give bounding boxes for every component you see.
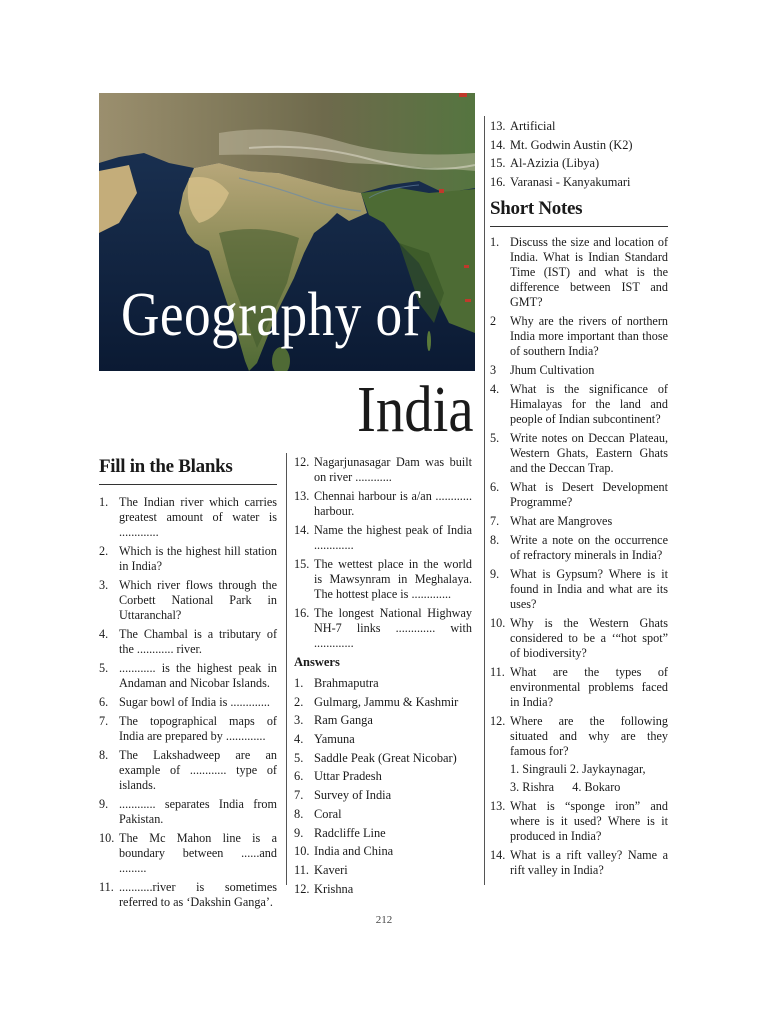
short-note-item-text: What are the types of environmental problems faced in India?: [510, 665, 668, 710]
fill-blank-item: [99, 544, 277, 574]
answer-item-text: Varanasi - Kanyakumari: [510, 175, 631, 190]
fill-blank-item: [99, 578, 277, 623]
fill-blank-item-number: 11.: [99, 880, 114, 894]
answer-item: [294, 863, 472, 878]
answer-item-number: 3.: [294, 713, 304, 728]
answer-item-number: 11.: [294, 862, 310, 877]
answers-column: [294, 455, 472, 900]
fill-blank-item: [99, 495, 277, 540]
short-note-item-text: What are Mangroves: [510, 514, 613, 529]
short-note-item-text: Write notes on Deccan Plateau, Western Ghats, Eastern Ghats and the Deccan Trap.: [510, 431, 668, 476]
note-12-subitems-line2: 3. Rishra 4. Bokaro: [510, 780, 621, 795]
short-note-item-number: 2: [490, 314, 497, 329]
answer-item-text: Yamuna: [314, 732, 355, 747]
short-note-item-text: Write a note on the occurrence of refractory minerals in India?: [510, 533, 668, 563]
fill-blank-item-number: 14.: [294, 523, 310, 537]
short-notes-column: [490, 119, 668, 882]
short-note-item-text: What is the significance of Himalayas for the land and people of Indian subcontinent?: [510, 382, 668, 427]
answer-item-number: 8.: [294, 806, 304, 821]
fill-blank-item-number: 7.: [99, 714, 109, 728]
fill-blank-item-number: 5.: [99, 661, 109, 675]
short-note-item-number: 8.: [490, 533, 500, 548]
fill-blank-item: [99, 831, 277, 876]
short-note-item-number: 6.: [490, 480, 500, 495]
fill-blank-item-number: 15.: [294, 557, 310, 571]
fill-blank-item: [294, 489, 472, 519]
fill-blanks-column: [99, 456, 277, 914]
answer-item-number: 7.: [294, 788, 304, 803]
fill-blank-item-text: ............ separates India from Pakistan.: [119, 797, 277, 826]
short-note-item-number: 11.: [490, 665, 505, 680]
answer-item-number: 12.: [294, 881, 310, 896]
fill-blank-item: [99, 880, 277, 910]
fill-blank-item-number: 10.: [99, 831, 115, 845]
short-note-item: [490, 616, 668, 661]
short-note-item-text: Discuss the size and location of India. What is Indian Standard Time (IST) and what is the difference between IST and GMT?: [510, 235, 668, 310]
note-12-subitems-line1: 1. Singrauli 2. Jaykaynagar,: [510, 762, 646, 777]
fill-blanks-heading: Fill in the Blanks: [99, 456, 233, 477]
answer-item: [294, 826, 472, 841]
answer-item-text: Coral: [314, 806, 342, 821]
short-note-item-text: Why are the rivers of northern India more important than those of southern India?: [510, 314, 668, 359]
short-note-item: [490, 314, 668, 359]
fill-blank-item-number: 6.: [99, 695, 109, 709]
answer-item-number: 16.: [490, 175, 506, 190]
answer-item-text: Uttar Pradesh: [314, 769, 382, 784]
short-note-item-text: Jhum Cultivation: [510, 363, 595, 378]
fill-blanks-continued-list: [294, 455, 472, 651]
short-note-item-number: 9.: [490, 567, 500, 582]
fill-blank-item: [294, 557, 472, 602]
answer-item-number: 15.: [490, 156, 506, 171]
answer-item: [490, 119, 668, 134]
answer-item: [294, 807, 472, 822]
fill-blank-item-text: The Mc Mahon line is a boundary between ......and .........: [119, 831, 277, 875]
short-note-item: [490, 514, 668, 529]
short-note-item-number: 13.: [490, 799, 506, 814]
short-note-item-number: 4.: [490, 382, 500, 397]
answer-item-number: 5.: [294, 750, 304, 765]
answer-item-number: 4.: [294, 732, 304, 747]
fill-blank-item-text: The wettest place in the world is Mawsynram in Meghalaya. The hottest place is .............: [314, 557, 472, 601]
fill-blank-item-text: Chennai harbour is a/an ............ harbour.: [314, 489, 472, 518]
fill-blank-item: [294, 523, 472, 553]
column-divider-left: [286, 453, 287, 885]
short-note-item: [490, 363, 668, 378]
answer-item-text: Radcliffe Line: [314, 825, 386, 840]
short-note-item-text: What is “sponge iron” and where is it used? Where is it produced in India?: [510, 799, 668, 844]
page-number: 212: [375, 914, 393, 926]
short-note-item: [490, 714, 668, 759]
answer-item: [294, 713, 472, 728]
fill-blank-item-number: 8.: [99, 748, 109, 762]
short-notes-heading: Short Notes: [490, 198, 583, 220]
fill-blank-item-number: 3.: [99, 578, 109, 592]
short-note-item-text: What is Gypsum? Where is it found in India and what are its uses?: [510, 567, 668, 612]
answers-heading: Answers: [294, 655, 340, 669]
fill-blank-item-text: ...........river is sometimes referred to as ‘Dakshin Ganga’.: [119, 880, 277, 909]
fill-blank-item-number: 16.: [294, 606, 310, 620]
heading-rule-short-notes: [490, 226, 668, 227]
short-note-item-text: What is a rift valley? Name a rift valley in India?: [510, 848, 668, 878]
short-notes-list: [490, 235, 668, 759]
short-note-item-number: 12.: [490, 714, 506, 729]
answer-item-number: 2.: [294, 694, 304, 709]
answer-item-number: 1.: [294, 676, 304, 690]
fill-blank-item: [294, 455, 472, 485]
fill-blank-item: [99, 661, 277, 691]
answer-item-text: Mt. Godwin Austin (K2): [510, 137, 633, 152]
short-note-item-number: 5.: [490, 431, 500, 446]
fill-blank-item-number: 12.: [294, 455, 310, 469]
answer-item-text: Al-Azizia (Libya): [510, 156, 600, 171]
short-note-item: [490, 799, 668, 844]
short-note-item-number: 10.: [490, 616, 506, 631]
fill-blank-item-number: 1.: [99, 495, 109, 509]
short-note-item-number: 3: [490, 363, 497, 378]
answer-item-text: Artificial: [510, 119, 556, 133]
fill-blank-item-text: Sugar bowl of India is .............: [119, 695, 270, 709]
answer-item: [294, 788, 472, 803]
answer-item-text: Ram Ganga: [314, 713, 373, 728]
answer-item: [490, 156, 668, 171]
fill-blank-item-number: 9.: [99, 797, 109, 811]
fill-blank-item: [99, 714, 277, 744]
answer-item: [294, 882, 472, 897]
fill-blank-item-number: 13.: [294, 489, 310, 503]
answer-item-number: 13.: [490, 119, 506, 133]
answer-item-text: Kaveri: [314, 862, 348, 877]
answer-item-text: Survey of India: [314, 788, 392, 803]
short-note-item-number: 1.: [490, 235, 500, 250]
answers-list: [294, 676, 472, 897]
fill-blank-item-number: 2.: [99, 544, 109, 558]
fill-blank-item-text: Nagarjunasagar Dam was built on river ............: [314, 455, 472, 484]
answer-item: [294, 751, 472, 766]
answer-item: [294, 844, 472, 859]
short-note-item-text: Where are the following situated and why are they famous for?: [510, 714, 668, 759]
short-note-item: [490, 665, 668, 710]
short-notes-list-continued: [490, 799, 668, 878]
answer-item-number: 9.: [294, 825, 304, 840]
answer-item: [294, 695, 472, 710]
answer-item: [294, 732, 472, 747]
fill-blank-item-number: 4.: [99, 627, 109, 641]
answer-item-text: Brahmaputra: [314, 676, 379, 690]
fill-blank-item-text: Which river flows through the Corbett National Park in Uttaranchal?: [119, 578, 277, 622]
answer-item-text: Saddle Peak (Great Nicobar): [314, 750, 457, 765]
fill-blank-item-text: Name the highest peak of India .............: [314, 523, 472, 552]
answer-item-number: 10.: [294, 844, 310, 859]
answer-item-text: India and China: [314, 844, 394, 859]
short-note-item: [490, 235, 668, 310]
short-note-item-text: Why is the Western Ghats considered to be a ‘“hot spot” of biodiversity?: [510, 616, 668, 661]
fill-blank-item-text: The topographical maps of India are prepared by .............: [119, 714, 277, 743]
fill-blank-item: [294, 606, 472, 651]
short-note-item: [490, 382, 668, 427]
short-note-item-number: 14.: [490, 848, 506, 863]
short-note-item: [490, 533, 668, 563]
answer-item: [294, 769, 472, 784]
fill-blank-item-text: Which is the highest hill station in India?: [119, 544, 277, 573]
fill-blank-item-text: The Chambal is a tributary of the ............ river.: [119, 627, 277, 656]
answer-item-text: Krishna: [314, 881, 354, 896]
answers-continued-list: [490, 119, 668, 190]
short-note-item: [490, 431, 668, 476]
title-line-india: India: [357, 373, 474, 446]
column-divider-right: [484, 116, 485, 885]
fill-blank-item: [99, 627, 277, 657]
fill-blanks-list: [99, 495, 277, 910]
fill-blank-item: [99, 695, 277, 710]
answer-item: [490, 175, 668, 190]
short-note-item-text: What is Desert Development Programme?: [510, 480, 668, 510]
heading-rule: [99, 484, 277, 485]
fill-blank-item-text: The Lakshadweep are an example of ............ type of islands.: [119, 748, 277, 792]
answer-item-number: 14.: [490, 137, 506, 152]
short-note-item: [490, 567, 668, 612]
fill-blank-item-text: ............ is the highest peak in Andaman and Nicobar Islands.: [119, 661, 277, 690]
fill-blank-item-text: The longest National Highway NH-7 links ............. with .............: [314, 606, 472, 650]
short-note-item: [490, 848, 668, 878]
answer-item-text: Gulmarg, Jammu & Kashmir: [314, 694, 459, 709]
fill-blank-item: [99, 797, 277, 827]
short-note-item-number: 7.: [490, 514, 500, 529]
short-note-item: [490, 480, 668, 510]
answer-item-number: 6.: [294, 769, 304, 784]
answer-item: [490, 138, 668, 153]
title-line-geography: Geography of: [121, 281, 421, 349]
fill-blank-item-text: The Indian river which carries greatest amount of water is .............: [119, 495, 277, 539]
answer-item: [294, 676, 472, 691]
fill-blank-item: [99, 748, 277, 793]
